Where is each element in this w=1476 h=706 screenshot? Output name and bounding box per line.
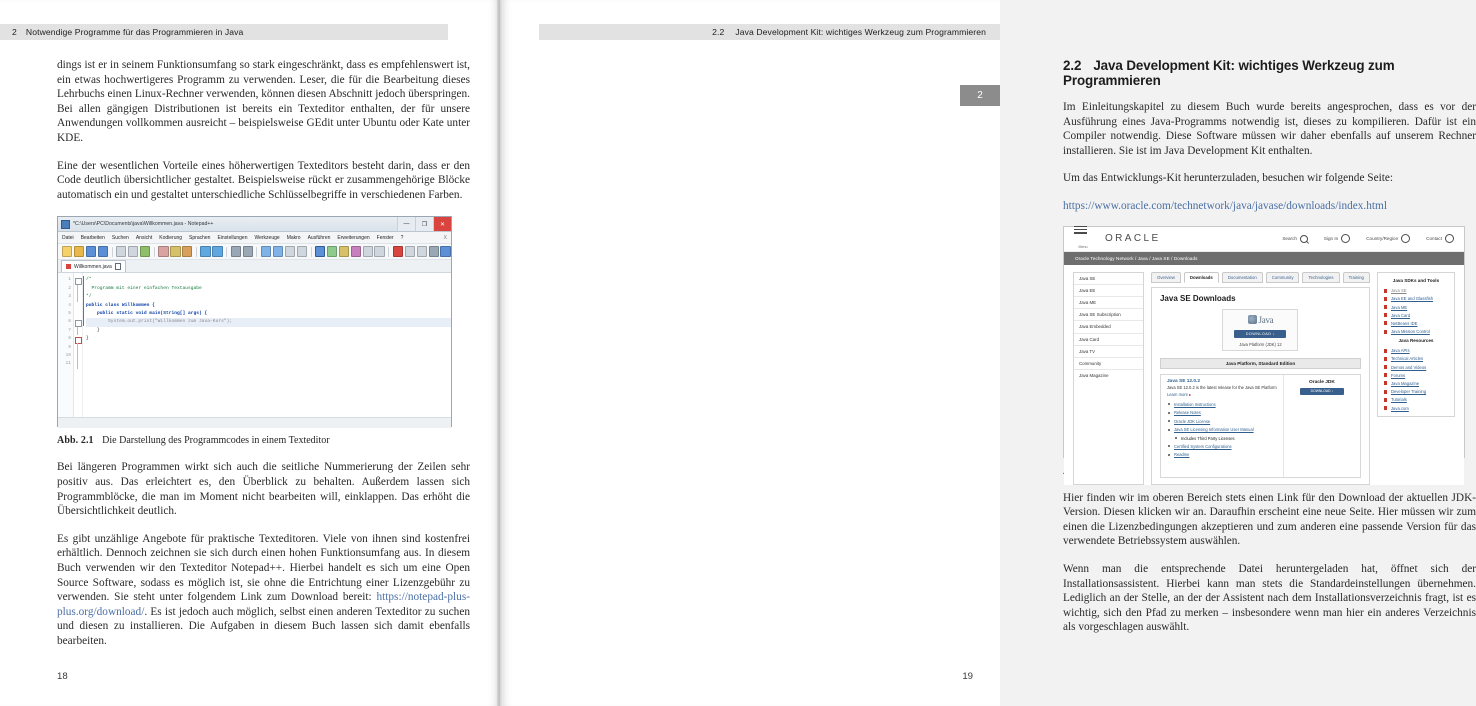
editor-tab-willkommen[interactable] (61, 260, 126, 272)
notepadpp-tabbar (58, 260, 451, 273)
sidebar-item-java-se-subscription[interactable]: Java SE Subscription (1074, 309, 1143, 321)
running-head-left (0, 24, 448, 40)
paragraph-editors-part1: Es gibt unzählige Angebote für praktische Texteditoren. Viele von ihnen sind kostenfrei erhältlich. Dennoch zeichnen sie sich durch einen hohen Funktionsumfang aus. In diesem Buch verwenden wir den Texteditor Notepad++. Hierbei handelt es sich um eine Open Source Software, sodass es möglich ist, sie ohne die Entrichtung einer Lizenzgebühr zu verwenden. Sie steht unter folgendem Link zum Download bereit: (57, 532, 470, 604)
oracle-tabs (1151, 272, 1370, 283)
code-line: } (86, 336, 89, 342)
search-label: Search (1282, 236, 1297, 242)
line-number-gutter (58, 273, 74, 428)
toolbar-separator (226, 247, 227, 257)
sidebar-item-java-ee[interactable]: Java EE (1074, 285, 1143, 297)
modified-indicator-icon (66, 264, 71, 269)
zoom-in-icon[interactable] (261, 246, 271, 257)
menubar-close-doc-icon[interactable]: X (443, 234, 447, 241)
arrow-icon: ▸ (1189, 391, 1192, 397)
paragraph-4: Wenn man die entsprechende Datei heruntergeladen hat, öffnet sich der Installationsassistent. Hierbei kann man stets die Standardeinstellungen übernehmen. Lediglich an der Stelle, an der der Assistent nach dem Installationsverzeichnis fragt, ist es wichtig, sich den Pfad zu merken – insbesondere wenn man hier ein anderes Verzeichnis als vorgeschlagen auswählt. (1063, 562, 1476, 634)
undo-icon[interactable] (200, 246, 210, 257)
menu-item-ansicht[interactable]: Ansicht (135, 234, 153, 241)
line-number: 3 (68, 294, 71, 300)
paragraph-editors-part2: . Es ist jedoch auch möglich, selbst einen anderen Texteditor zu suchen und diesen zu installieren. Die Aufgaben in diesem Buch lassen sich damit ebenfalls bearbeiten. (57, 605, 470, 647)
fold-line (74, 360, 82, 368)
signin-label: Sign In (1323, 236, 1339, 242)
paragraph-3: Bei längeren Programmen wirkt sich auch die seitliche Nummerierung der Zeilen sehr positiv aus. Das erleichtert es, den Überblick zu behalten. Außerdem lassen sich Programmblöcke, die man im Moment nicht bearbeiten will, einklappen. Das erhöht die Übersichtlichkeit deutlich. (57, 461, 470, 518)
code-line: public class Willkommen { (86, 302, 155, 308)
toolbar-separator (256, 247, 257, 257)
close-file-icon[interactable] (116, 246, 126, 257)
fold-line (74, 310, 82, 318)
cut-icon[interactable] (158, 246, 168, 257)
fold-line (74, 343, 82, 351)
search-nav-item[interactable] (1282, 235, 1308, 243)
menu-label: Menu (1078, 245, 1088, 250)
code-area[interactable] (83, 273, 451, 428)
line-number: 4 (68, 302, 71, 308)
notepadpp-download-link[interactable]: https://notepad-plus-plus.org/download/ (57, 591, 470, 618)
code-line: System.out.print("Willkommen zum Java-Kurs"); (86, 318, 451, 326)
word-wrap-icon[interactable] (315, 246, 325, 257)
toolbar-separator (388, 247, 389, 257)
menu-item-erweiterungen[interactable]: Erweiterungen (337, 234, 370, 241)
doc-map-icon[interactable] (363, 246, 373, 257)
fold-line (74, 302, 82, 310)
section-heading-text: Java Development Kit: wichtiges Werkzeug zum Programmieren (1063, 58, 1395, 88)
chat-icon (1445, 234, 1454, 243)
page-right (503, 0, 1476, 706)
fold-marker[interactable] (74, 318, 82, 326)
notepadpp-titlebar (58, 217, 451, 232)
link-readme[interactable]: Readme (1167, 452, 1277, 457)
page-number-left: 18 (57, 671, 68, 682)
new-file-icon[interactable] (62, 246, 72, 257)
signin-nav-item[interactable] (1324, 234, 1350, 243)
menu-item-kodierung[interactable]: Kodierung (159, 234, 183, 241)
show-all-chars-icon[interactable] (327, 246, 337, 257)
sidebar-item-java-me[interactable]: Java ME (1074, 297, 1143, 309)
oracle-download-url[interactable]: https://www.oracle.com/technetwork/java/javase/downloads/index.html (1063, 199, 1387, 212)
sidebar-item-java-tv[interactable]: Java TV (1074, 346, 1143, 358)
menu-item-fenster[interactable]: Fenster (376, 234, 394, 241)
record-macro-icon[interactable] (393, 246, 403, 257)
paragraph-editors (57, 532, 470, 649)
open-file-icon[interactable] (74, 246, 84, 257)
run-macro-icon[interactable] (429, 246, 439, 257)
notepadpp-statusbar (58, 417, 451, 428)
close-all-icon[interactable] (128, 246, 138, 257)
download-button[interactable]: DOWNLOAD ↓ (1234, 330, 1286, 338)
code-line: */ (86, 294, 92, 300)
line-number: 9 (68, 344, 71, 350)
java-logo (1223, 315, 1297, 325)
oracle-right-nav (1377, 272, 1455, 486)
rightnav-item-java-ee-glassfish[interactable]: Java EE and Glassfish (1378, 295, 1454, 303)
rightnav-item-netbeans-ide[interactable]: NetBeans IDE (1378, 319, 1454, 327)
save-icon[interactable] (86, 246, 96, 257)
release-subtitle: Java SE 12.0.2 is the latest release for the Java SE Platform (1166, 385, 1277, 391)
figure-caption-2-1 (57, 435, 470, 446)
paragraph-1: dings ist er in seinem Funktionsumfang so stark eingeschränkt, dass es empfehlenswert ist, ein etwas hochwertigeres Programm zu verwenden. Leser, die für die Bearbeitung dieses Lehrbuchs einen Linux-Rechner verwenden, können diesen Abschnitt jedoch überspringen. Bei allen gängigen Distributionen ist bereits ein Texteditor enthalten, der für unsere Anwendungen vollkommen ausreicht – beispielsweise GEdit unter Ubuntu oder Kate unter KDE. (57, 59, 470, 144)
zoom-out-icon[interactable] (273, 246, 283, 257)
sidebar-item-community[interactable]: Community (1074, 358, 1143, 370)
code-line: /* (86, 277, 92, 283)
oracle-jdk-download-button[interactable]: DOWNLOAD ↓ (1300, 388, 1344, 395)
indent-guide-icon[interactable] (339, 246, 349, 257)
rightnav-item-demos-and-videos[interactable]: Demos and Videos (1378, 363, 1454, 371)
toolbar-separator (112, 247, 113, 257)
menu-item-bearbeiten[interactable]: Bearbeiten (80, 234, 105, 241)
sync-hscroll-icon[interactable] (297, 246, 307, 257)
function-list-icon[interactable] (374, 246, 384, 257)
learn-more-label: Learn more (1166, 391, 1188, 397)
tab-overview[interactable]: Overview (1151, 272, 1181, 283)
oracle-topbar (1064, 227, 1464, 252)
oracle-content (1064, 265, 1464, 486)
line-number: 11 (65, 361, 71, 367)
menu-item-datei[interactable]: Datei (62, 234, 74, 241)
link-oracle-jdk-license[interactable]: Oracle JDK License (1167, 419, 1277, 424)
globe-icon (1401, 234, 1410, 243)
oracle-logo: ORACLE (1105, 233, 1161, 245)
java-cup-icon (1248, 315, 1257, 324)
paragraph-3: Hier finden wir im oberen Bereich stets einen Link für den Download der aktuellen JDK-Version. Diesen klicken wir an. Daraufhin erscheint eine neue Seite. Hier müssen wir zum einen die Lizenzbedingungen akzeptieren und zum anderen eine passende Version für das verwendete Betriebssystem auswählen. (1063, 491, 1476, 548)
link-installation-instructions[interactable]: Installation Instructions (1167, 402, 1277, 407)
running-head-title: Java Development Kit: wichtiges Werkzeug zum Programmieren (735, 27, 986, 37)
contact-label: Contact (1426, 236, 1442, 242)
paragraph-2: Eine der wesentlichen Vorteile eines höherwertigen Texteditors besteht darin, dass er den Code deutlich übersichtlicher gestaltet. Beispielsweise rückt er zusammengehörige Blöcke automatisch ein und gestaltet unterschiedliche Schlüsselbegriffe in verschiedenen Farben. (57, 159, 470, 201)
running-head-right (539, 24, 1000, 40)
figure-caption-text: Die Darstellung des Programmcodes in einem Texteditor (102, 435, 330, 447)
user-language-icon[interactable] (351, 246, 361, 257)
menu-item-werkzeuge[interactable]: Werkzeuge (254, 234, 280, 241)
line-number: 5 (68, 310, 71, 316)
toolbar-separator (311, 247, 312, 257)
tab-training[interactable]: Training (1343, 272, 1370, 283)
code-line: } (86, 327, 100, 333)
fold-line (74, 327, 82, 335)
oracle-top-nav (1282, 234, 1454, 243)
hamburger-bars-icon (1074, 226, 1092, 234)
oracle-left-nav (1073, 272, 1144, 486)
oracle-jdk-download-box (1283, 375, 1360, 477)
tab-downloads[interactable]: Downloads (1184, 272, 1219, 283)
figure-caption-label: Abb. 2.1 (57, 435, 94, 447)
country-label: Country/Region (1366, 236, 1399, 242)
menu-item-ausfuehren[interactable]: Ausführen (307, 234, 331, 241)
java-sdks-and-tools-box (1377, 272, 1455, 418)
fold-line (74, 293, 82, 301)
fold-line (74, 285, 82, 293)
fold-marker[interactable] (74, 335, 82, 343)
learn-more-link[interactable] (1167, 392, 1277, 397)
rightnav-item-java-magazine[interactable]: Java Magazine (1378, 379, 1454, 387)
section-heading-2-2 (1063, 58, 1476, 88)
code-line: Programm mit einer einfachen Textausgabe (86, 285, 202, 291)
sidebar-item-java-card[interactable]: Java Card (1074, 334, 1143, 346)
rightnav-item-developer-training[interactable]: Developer Training (1378, 388, 1454, 396)
hamburger-menu-icon[interactable] (1074, 224, 1092, 253)
running-head-section-number: 2.2 (712, 27, 725, 37)
save-macro-icon[interactable] (440, 246, 450, 257)
link-release-notes[interactable]: Release Notes (1167, 410, 1277, 415)
left-text-column (57, 58, 470, 661)
find-icon[interactable] (231, 246, 241, 257)
sync-scroll-icon[interactable] (285, 246, 295, 257)
fold-caret-line (83, 276, 84, 326)
close-icon[interactable]: ✕ (433, 217, 451, 231)
tab-technologies[interactable]: Technologies (1302, 272, 1339, 283)
paragraph-1: Im Einleitungskapitel zu diesem Buch wurde bereits angesprochen, dass es vor der Ausführung eines Java-Programms notwendig ist, dieses zu kompilieren. Dafür ist ein Compiler notwendig. Diese Software müssen wir daher ebenfalls auf unserem Rechner installieren. Sie ist im Java Development Kit enthalten. (1063, 101, 1476, 157)
maximize-icon[interactable]: ❐ (415, 217, 433, 231)
release-details (1161, 375, 1283, 477)
contact-nav-item[interactable] (1426, 234, 1454, 243)
rightnav-item-tutorials[interactable]: Tutorials (1378, 396, 1454, 404)
country-nav-item[interactable] (1366, 234, 1410, 243)
link-licensing-information-manual[interactable]: Java SE Licensing Information User Manual (1167, 427, 1277, 432)
editor-tab-label: Willkommen.java (74, 263, 112, 270)
figure-oracle-download-page (1063, 226, 1465, 458)
redo-icon[interactable] (212, 246, 222, 257)
java-logo-text: Java (1258, 314, 1274, 325)
play-macro-icon[interactable] (417, 246, 427, 257)
menu-item-makro[interactable]: Makro (286, 234, 301, 241)
tab-community[interactable]: Community (1266, 272, 1300, 283)
release-title: Java SE 12.0.2 (1166, 378, 1201, 384)
notepadpp-window-title: *C:\Users\PC\Documents\java\Willkommen.java - Notepad++ (73, 221, 214, 228)
page-title: Java SE Downloads (1159, 293, 1236, 303)
line-number: 7 (68, 327, 71, 333)
rightnav-item-java-apis[interactable]: Java APIs (1378, 347, 1454, 355)
running-head-title: Notwendige Programme für das Programmieren in Java (25, 27, 244, 37)
tab-close-icon[interactable] (115, 263, 121, 270)
notepadpp-app-icon (61, 220, 70, 229)
menu-item-einstellungen[interactable]: Einstellungen (217, 234, 248, 241)
release-block (1160, 374, 1361, 478)
notepadpp-menubar (58, 232, 451, 244)
window-controls (397, 217, 451, 231)
notepadpp-editor[interactable] (58, 273, 451, 428)
code-folding-gutter[interactable] (74, 273, 83, 428)
link-third-party-licenses: Includes Third Party Licenses (1167, 436, 1277, 441)
paragraph-2: Um das Entwicklungs-Kit herunterzuladen, besuchen wir folgende Seite: (1063, 172, 1394, 185)
copy-icon[interactable] (170, 246, 180, 257)
rightnav-item-java-me[interactable]: Java ME (1378, 303, 1454, 311)
section-bar-standard-edition: Java Platform, Standard Edition (1160, 358, 1361, 369)
page-left (0, 0, 497, 706)
breadcrumb[interactable]: Oracle Technology Network / Java / Java SE / Downloads (1064, 252, 1464, 265)
section-heading-number: 2.2 (1063, 58, 1082, 73)
right-text-column (1063, 58, 1476, 648)
link-certified-system-configurations[interactable]: Certified System Configurations (1167, 444, 1277, 449)
line-number: 10 (65, 353, 71, 358)
line-number: 6 (68, 319, 71, 325)
page-number-right: 19 (962, 671, 973, 682)
minimize-icon[interactable]: — (397, 217, 415, 231)
search-icon (1300, 235, 1308, 243)
oracle-main-column (1151, 272, 1370, 486)
rightnav-item-forums[interactable]: Forums (1378, 371, 1454, 379)
sidebar-item-java-magazine[interactable]: Java Magazine (1079, 373, 1109, 379)
java-resources-heading: Java Resources (1398, 338, 1434, 344)
rightnav-item-java-com[interactable]: Java.com (1378, 404, 1454, 412)
menu-item-suchen[interactable]: Suchen (111, 234, 129, 241)
chapter-thumb-tab: 2 (960, 85, 1000, 106)
line-number: 1 (68, 277, 71, 283)
release-link-list (1167, 402, 1277, 457)
menu-item-help[interactable]: ? (400, 234, 404, 241)
menu-item-sprachen[interactable]: Sprachen (189, 234, 211, 241)
java-download-card (1222, 309, 1298, 351)
user-icon (1341, 234, 1350, 243)
paste-icon[interactable] (182, 246, 192, 257)
oracle-downloads-panel (1151, 287, 1370, 485)
print-icon[interactable] (140, 246, 150, 257)
figure-notepadpp-screenshot (57, 216, 452, 427)
line-number: 8 (68, 336, 71, 342)
sidebar-item-java-se[interactable]: Java SE (1074, 273, 1143, 285)
line-number: 2 (68, 285, 71, 291)
stop-macro-icon[interactable] (405, 246, 415, 257)
fold-marker[interactable] (74, 276, 82, 284)
notepadpp-toolbar (58, 244, 451, 260)
rightnav-item-java-mission-control[interactable]: Java Mission Control (1378, 328, 1454, 336)
save-all-icon[interactable] (98, 246, 108, 257)
rightnav-item-java-card[interactable]: Java Card (1378, 311, 1454, 319)
oracle-jdk-title: Oracle JDK (1309, 379, 1335, 385)
java-sdks-heading: Java SDKs and Tools (1392, 278, 1440, 284)
rightnav-item-technical-articles[interactable]: Technical Articles (1378, 355, 1454, 363)
rightnav-item-java-se[interactable]: Java SE (1378, 287, 1454, 295)
code-line: public static void main(String[] args) { (86, 310, 208, 316)
sidebar-item-java-embedded[interactable]: Java Embedded (1074, 321, 1143, 333)
platform-caption: Java Platform (JDK) 12 (1239, 341, 1282, 347)
running-head-chapter-number: 2 (12, 27, 17, 37)
toolbar-separator (196, 247, 197, 257)
replace-icon[interactable] (243, 246, 253, 257)
toolbar-separator (154, 247, 155, 257)
fold-line (74, 352, 82, 360)
tab-documentation[interactable]: Documentation (1222, 272, 1263, 283)
